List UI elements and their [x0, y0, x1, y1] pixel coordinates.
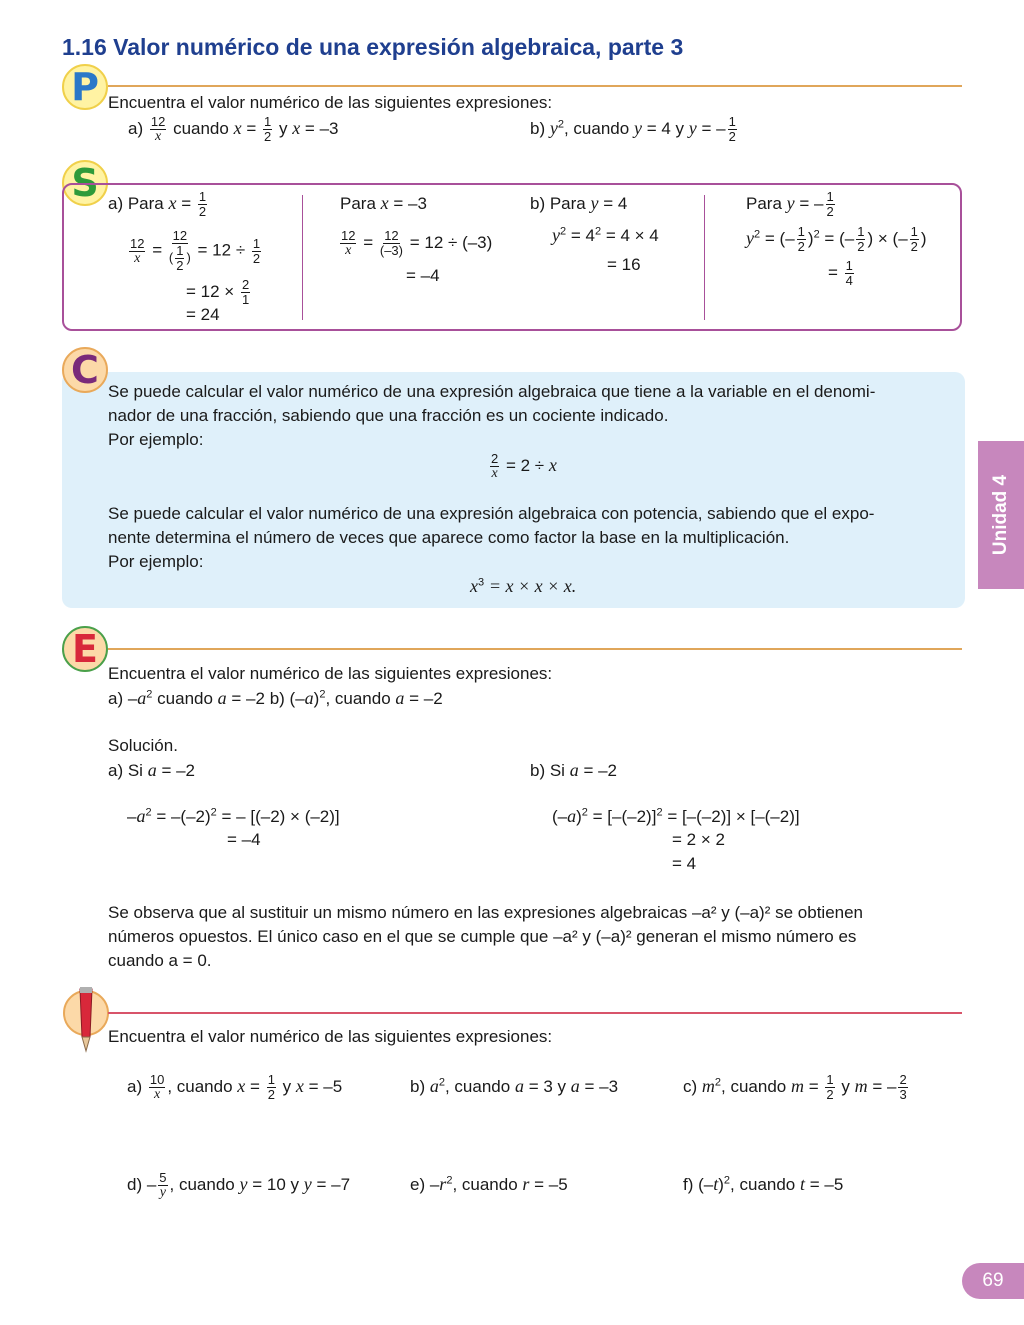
solution-b2-line2: = $\frac{1}{4}$ [828, 258, 853, 288]
solution-a2-line1: $\frac{12}{x}$ = $\frac{12}{(-3)}$ = 12 ÷ (–3) [341, 228, 493, 258]
exercise-a: a) $\frac{10}{x}$ , cuando x = $\frac{1}{2}$ y x = –5 [127, 1072, 343, 1103]
solution-a1-line1: $\frac{12}{x}$ = 12 ( $\frac{1}{2}$ ) = 12 ÷ $\frac{1}{2}$ [130, 228, 261, 273]
page-title: 1.16 Valor numérico de una expresión algebraica, parte 3 [62, 34, 684, 60]
unit-tab: Unidad 4 [978, 441, 1024, 589]
example-a-line2: = –4 [227, 830, 261, 849]
exercise-d: d) – $\frac{5}{y}$ , cuando y = 10 y y = –7 [127, 1170, 351, 1201]
conclusion-formula-2: $x^3 = x \times x \times x$. [470, 576, 577, 596]
example-rule [108, 648, 962, 650]
solution-a2-head: Para x = –3 [340, 193, 427, 213]
pencil-icon [62, 985, 110, 1055]
solution-b1-head: b) Para y = 4 [530, 193, 628, 213]
solution-a1-line2: = 12 × $\frac{2}{1}$ [186, 277, 250, 307]
solution-divider-1 [302, 195, 303, 320]
problem-intro: Encuentra el valor numérico de las siguientes expresiones: [108, 93, 553, 112]
exercise-b: b) $a^2$, cuando a = 3 y a = –3 [410, 1076, 619, 1096]
example-badge: E [62, 626, 108, 672]
problem-rule [108, 85, 962, 87]
problem-a: a) $\frac{12}{x}$ cuando x = $\frac{1}{2}$ y x = –3 [128, 114, 339, 145]
solution-divider-2 [704, 195, 705, 320]
example-solution-label: Solución. [108, 736, 178, 755]
conclusion-p3: Se puede calcular el valor numérico de una expresión algebraica con potencia, sabiendo que el expo- [108, 504, 875, 523]
page-number: 69 [962, 1263, 1024, 1299]
problem-b: b) $y^2$, cuando y = 4 y y = – $\frac{1}{2}$ [530, 114, 736, 145]
problem-badge: P [62, 64, 108, 110]
example-b-head: b) Si a = –2 [530, 760, 617, 780]
example-line: a) $-a^2$ cuando a = –2 b) $(-a)^2$, cuando a = –2 [108, 688, 443, 708]
example-observation-2: números opuestos. El único caso en el que se cumple que –a² y (–a)² generan el mismo número es [108, 927, 857, 946]
exercise-intro: Encuentra el valor numérico de las siguientes expresiones: [108, 1027, 553, 1046]
conclusion-p1: Se puede calcular el valor numérico de una expresión algebraica que tiene a la variable en el denomi- [108, 382, 876, 401]
conclusion-badge: C [62, 347, 108, 393]
exercise-rule [108, 1012, 962, 1014]
solution-b1-line1: $y^2 = 4^2 = 4 \times 4$ [552, 225, 659, 245]
example-observation-1: Se observa que al sustituir un mismo número en las expresiones algebraicas –a² y (–a)² se obtienen [108, 903, 864, 922]
example-a-line1: $-a^2 = -(-2)^2$ = – [(–2) × (–2)] [127, 806, 340, 826]
solution-a1-line3: = 24 [186, 305, 220, 324]
solution-b1-line2: = 16 [607, 255, 641, 274]
solution-a2-line2: = –4 [406, 266, 440, 285]
example-b-line1: $(-a)^2 = [-(-2)]^2 = [-(-2)] \times [-(-2)]$ [552, 806, 800, 826]
example-b-line3: = 4 [672, 854, 697, 873]
example-intro: Encuentra el valor numérico de las siguientes expresiones: [108, 664, 553, 683]
example-observation-3: cuando a = 0. [108, 951, 212, 970]
conclusion-example-label-2: Por ejemplo: [108, 552, 204, 571]
conclusion-example-label-1: Por ejemplo: [108, 430, 204, 449]
example-b-line2: = 2 × 2 [672, 830, 725, 849]
conclusion-p2: nador de una fracción, sabiendo que una fracción es un cociente indicado. [108, 406, 669, 425]
example-a-head: a) Si a = –2 [108, 760, 195, 780]
conclusion-formula-1: $\frac{2}{x}$ = 2 ÷ x [491, 451, 557, 482]
exercise-c: c) $m^2$, cuando m = $\frac{1}{2}$ y m = – $\frac{2}{3}$ [683, 1072, 907, 1103]
exercise-e: e) $-r^2$, cuando r = –5 [410, 1174, 568, 1194]
solution-b2-head: Para y = – $\frac{1}{2}$ [746, 189, 834, 220]
conclusion-p4: nente determina el número de veces que aparece como factor la base en la multiplicación. [108, 528, 790, 547]
solution-badge: S [62, 160, 108, 206]
solution-a1-head: a) Para x = $\frac{1}{2}$ [108, 189, 207, 220]
exercise-f: f) $(-t)^2$, cuando t = –5 [683, 1174, 844, 1194]
solution-b2-line1: $y^2$ = (– $\frac{1}{2}$ )$^2$ = (– $\frac{1}{2}$ ) × (– $\frac{1}{2}$ ) [746, 224, 927, 255]
